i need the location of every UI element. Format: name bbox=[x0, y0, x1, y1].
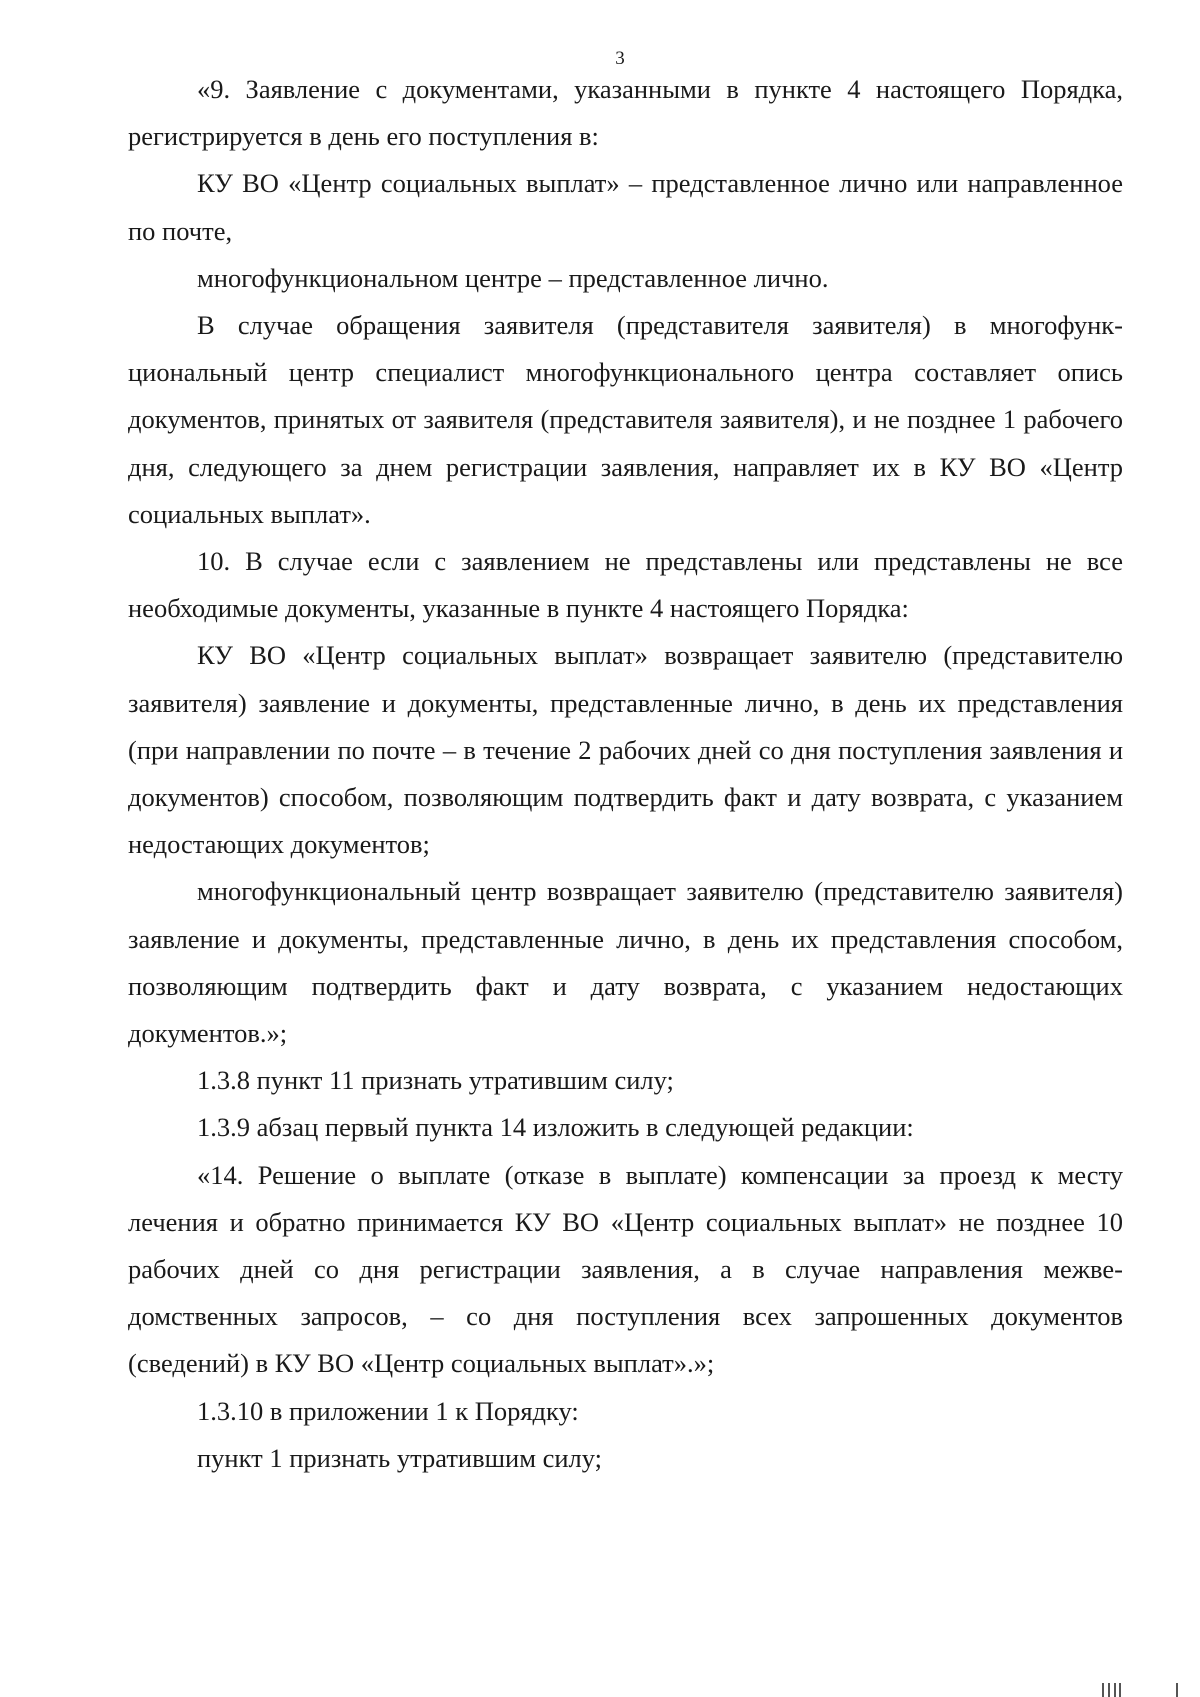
paragraph-mfc-return: многофункциональный центр возвращает заявителю (представителю заявителя) заявление и документы, представленные лично, в день их представления способом, позволяющим подтвердить факт и дату возврата, с указанием недостающих документов.»; bbox=[128, 876, 1123, 1049]
paragraph-item-14: «14. Решение о выплате (отказе в выплате) компенсации за проезд к месту лечения и обратно принимается КУ ВО «Центр социальных выплат» не позднее 10 рабочих дней со дня регистрации заявления, а в случае направления межведомственных запросов, – со дня поступления всех запрошенных документов (сведений) в КУ ВО «Центр социальных выплат».»; bbox=[128, 1159, 1123, 1379]
scan-mark bbox=[1176, 1683, 1178, 1697]
scan-mark bbox=[1102, 1683, 1104, 1697]
paragraph-item-10: 10. В случае если с заявлением не представлены или представлены не все необходимые документы, указанные в пункте 4 настоящего Порядка: bbox=[128, 546, 1123, 624]
paragraph-mfc-inventory: В случае обращения заявителя (представителя заявителя) в многофункциональный центр специалист многофункционального центра составляет опись документов, принятых от заявителя (представителя заявителя), и не позднее 1 рабочего дня, следующего за днем регистрации заявления, направляет их в КУ ВО «Центр социальных выплат». bbox=[128, 310, 1123, 529]
scan-mark bbox=[1108, 1683, 1110, 1697]
paragraph-item-9: «9. Заявление с документами, указанными в пункте 4 настоящего Порядка, регистрируется в день его поступления в: bbox=[128, 74, 1123, 152]
scan-mark bbox=[1119, 1683, 1121, 1697]
paragraph-1-3-8: 1.3.8 пункт 11 признать утратившим силу; bbox=[197, 1065, 674, 1096]
scan-mark bbox=[1114, 1683, 1116, 1697]
paragraph-mfc-submission: многофункциональном центре – представленное лично. bbox=[197, 262, 829, 293]
page-number: 3 bbox=[615, 48, 625, 69]
paragraph-center-return: КУ ВО «Центр социальных выплат» возвращает заявителю (представителю заявителя) заявление и документы, представленные лично, в день их представления (при направлении по почте – в течение 2 рабочих дней со дня поступления заявления и документов) способом, позволяющим подтвердить факт и дату возврата, с указанием недостающих документов; bbox=[128, 640, 1123, 860]
paragraph-1-3-10: 1.3.10 в приложении 1 к Порядку: bbox=[197, 1395, 579, 1426]
paragraph-1-3-9: 1.3.9 абзац первый пункта 14 изложить в следующей редакции: bbox=[197, 1112, 914, 1143]
paragraph-point-1: пункт 1 признать утратившим силу; bbox=[197, 1442, 603, 1473]
paragraph-center-submission: КУ ВО «Центр социальных выплат» – представленное лично или направленное по почте, bbox=[128, 168, 1123, 246]
document-body bbox=[128, 66, 1123, 1482]
